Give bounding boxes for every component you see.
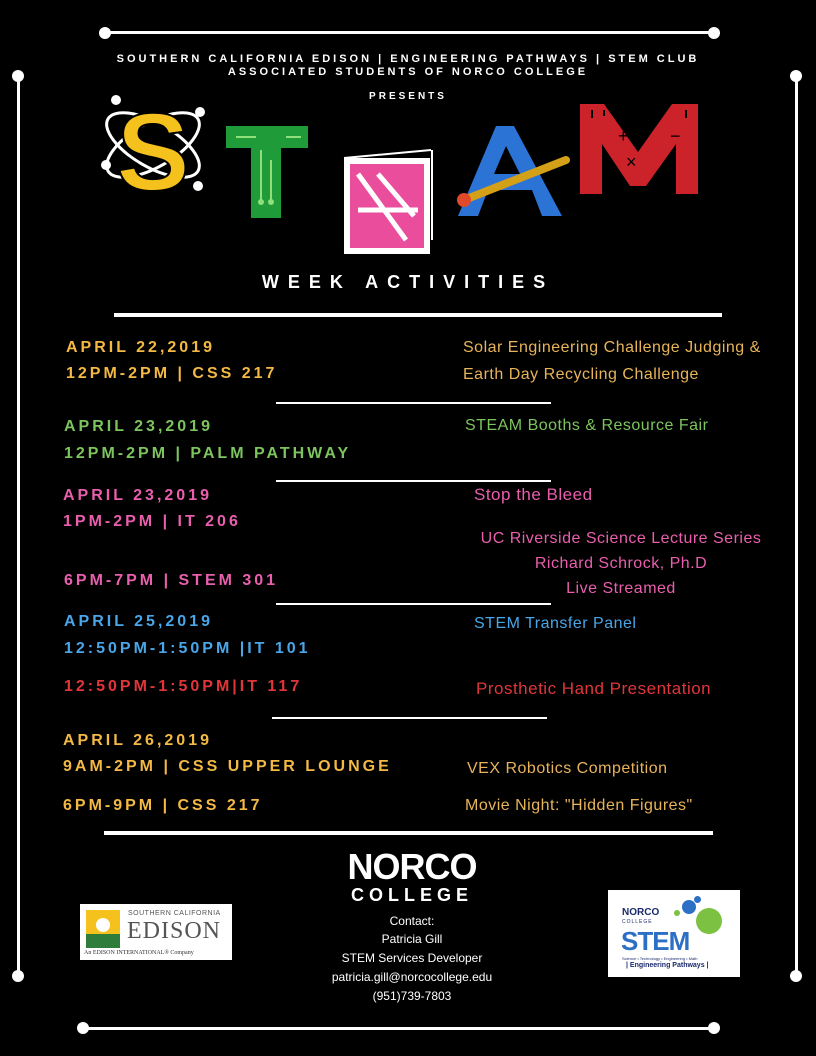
- section-divider: [276, 480, 551, 482]
- circuit-icon: [226, 126, 308, 218]
- sun-icon: [86, 910, 120, 948]
- section-divider: [276, 603, 551, 605]
- art-easel-icon: [344, 150, 432, 254]
- frame-dot: [708, 27, 720, 39]
- frame-dot: [708, 1022, 720, 1034]
- day4-time2: 12:50PM-1:50PM|IT 117: [64, 678, 303, 695]
- contact-email: patricia.gill@norcocollege.edu: [331, 970, 493, 984]
- day3-event1: Stop the Bleed: [474, 485, 593, 504]
- stem-logo-tagline: Science • Technology • Engineering • Math: [622, 956, 698, 961]
- day3-event2-line1: UC Riverside Science Lecture Series: [480, 530, 762, 547]
- day5-date: APRIL 26,2019: [63, 732, 212, 749]
- day1-event-line1: Solar Engineering Challenge Judging &: [463, 339, 761, 356]
- edison-line1: SOUTHERN CALIFORNIA: [128, 910, 221, 917]
- day4-event1: STEM Transfer Panel: [474, 615, 637, 632]
- contact-label: Contact:: [389, 914, 435, 928]
- stem-logo-word: STEM: [621, 926, 690, 956]
- frame-dot: [790, 970, 802, 982]
- title-divider: [114, 313, 722, 317]
- day1-event-line2: Earth Day Recycling Challenge: [463, 366, 699, 383]
- frame-dot: [77, 1022, 89, 1034]
- day4-date: APRIL 25,2019: [64, 613, 213, 630]
- edison-line2: EDISON: [127, 918, 221, 944]
- day4-time1: 12:50PM-1:50PM |IT 101: [64, 640, 311, 657]
- frame-left-line: [17, 76, 20, 976]
- contact-name: Patricia Gill: [381, 932, 443, 946]
- norco-college-logo: [322, 848, 502, 904]
- frame-bottom-line: [82, 1027, 714, 1030]
- norco-stem-logo: [608, 890, 740, 977]
- svg-text:×: ×: [626, 152, 637, 172]
- day1-time: 12PM-2PM | CSS 217: [66, 365, 278, 382]
- day3-date: APRIL 23,2019: [63, 487, 212, 504]
- day3-time1: 1PM-2PM | IT 206: [63, 513, 241, 530]
- day3-event2-line3: Live Streamed: [566, 580, 676, 597]
- stem-logo-college: COLLEGE: [622, 919, 653, 925]
- day3-time2: 6PM-7PM | STEM 301: [64, 572, 279, 589]
- steam-letter-s: S: [116, 91, 190, 214]
- frame-top-line: [104, 31, 714, 34]
- presents-label: PRESENTS: [369, 91, 447, 102]
- sponsor-line-2: ASSOCIATED STUDENTS OF NORCO COLLEGE: [227, 66, 589, 78]
- sponsor-line: SOUTHERN CALIFORNIA EDISON | ENGINEERING PATHWAYS | STEM CLUB: [116, 53, 700, 65]
- day1-date: APRIL 22,2019: [66, 339, 215, 356]
- svg-text:−: −: [670, 126, 681, 146]
- day5-event1: VEX Robotics Competition: [467, 760, 668, 777]
- paintbrush-icon: [457, 126, 566, 216]
- ruler-icon: [580, 104, 698, 194]
- edison-line3: An EDISON INTERNATIONAL® Company: [84, 950, 194, 956]
- norco-wordmark: NORCO: [347, 846, 477, 887]
- contact-phone: (951)739-7803: [372, 989, 452, 1003]
- frame-dot: [99, 27, 111, 39]
- svg-text:+: +: [618, 126, 629, 146]
- day5-time1: 9AM-2PM | CSS UPPER LOUNGE: [63, 758, 392, 775]
- day3-event2-line2: Richard Schrock, Ph.D: [534, 555, 708, 572]
- stem-logo-pathways: | Engineering Pathways |: [626, 962, 709, 969]
- week-activities-title: WEEK ACTIVITIES: [261, 272, 555, 292]
- day5-time2: 6PM-9PM | CSS 217: [63, 797, 263, 814]
- steam-title: [96, 90, 706, 260]
- day5-event2: Movie Night: "Hidden Figures": [465, 797, 693, 814]
- day2-event: STEAM Booths & Resource Fair: [465, 417, 709, 434]
- day2-time: 12PM-2PM | PALM PATHWAY: [64, 445, 352, 462]
- edison-logo: [80, 904, 232, 960]
- contact-title: STEM Services Developer: [341, 951, 483, 965]
- footer-divider: [104, 831, 713, 835]
- day4-event2: Prosthetic Hand Presentation: [476, 679, 712, 698]
- frame-right-line: [795, 76, 798, 976]
- day2-date: APRIL 23,2019: [64, 418, 213, 435]
- college-wordmark: COLLEGE: [350, 885, 473, 905]
- frame-dot: [12, 970, 24, 982]
- section-divider: [272, 717, 547, 719]
- stem-logo-norco: NORCO: [622, 907, 660, 918]
- section-divider: [276, 402, 551, 404]
